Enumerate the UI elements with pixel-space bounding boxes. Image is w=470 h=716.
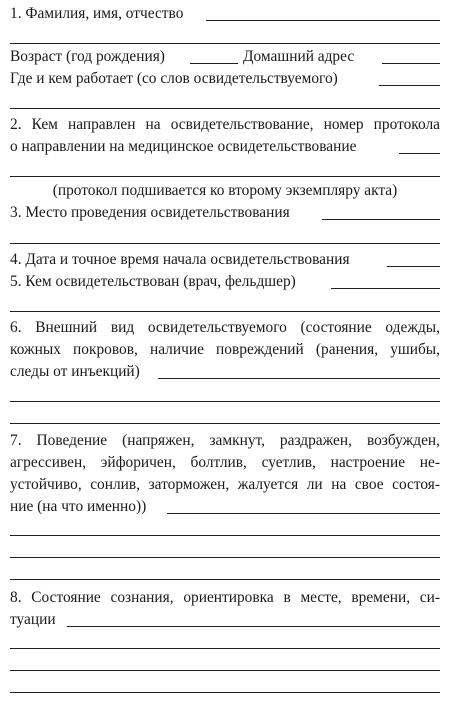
blank-work[interactable] [379,85,440,86]
label-appearance-3: следы от инъекций) [10,363,140,380]
blank-datetime[interactable] [387,266,440,267]
blank-full-name-cont[interactable] [10,43,440,44]
label-work: Где и кем работает (со слов освидетельствуемого) [10,70,338,87]
label-full-name: 1. Фамилия, имя, отчество [10,5,184,22]
blank-age[interactable] [190,63,238,64]
field-consciousness-line1 [10,588,440,608]
field-behavior-line4 [10,497,440,517]
blank-behavior-4[interactable] [10,579,440,580]
blank-place-cont[interactable] [10,243,440,244]
protocol-form [10,0,460,716]
field-work [10,69,440,89]
label-appearance-2: кожных покровов, наличие повреждений (ранения, ушибы, [10,341,440,358]
blank-referral-cont[interactable] [10,176,440,177]
field-referral-line1 [10,115,440,135]
field-appearance-line3 [10,362,440,382]
label-consciousness: 8. Состояние сознания, ориентировка в месте, времени, си- [10,589,440,606]
blank-appearance-2[interactable] [10,401,440,402]
label-behavior: 7. Поведение (напряжен, замкнут, раздражен, возбужден, [10,432,440,449]
label-examiner: 5. Кем освидетельствован (врач, фельдшер) [10,273,296,290]
blank-referral[interactable] [399,153,440,154]
blank-address[interactable] [382,63,440,64]
field-age-address [10,47,440,67]
blank-consciousness-3[interactable] [10,670,440,671]
label-behavior-3: устойчиво, сонлив, заторможен, жалуется ли на свое состоя- [10,476,440,493]
field-examiner [10,272,440,292]
blank-appearance[interactable] [158,378,440,379]
label-place: 3. Место проведения освидетельствования [10,204,290,221]
blank-examiner[interactable] [331,288,440,289]
label-appearance: 6. Внешний вид освидетельствуемого (состояние одежды, [10,319,440,336]
label-datetime: 4. Дата и точное время начала освидетельствования [10,251,350,268]
blank-consciousness-2[interactable] [10,648,440,649]
field-datetime [10,250,440,270]
field-appearance-line1 [10,318,440,338]
field-behavior-line1 [10,431,440,451]
label-age: Возраст (год рождения) [10,48,165,65]
field-place [10,203,440,223]
label-behavior-2: агрессивен, эйфоричен, болтлив, суетлив, настроение не- [10,454,440,471]
field-full-name [10,4,440,24]
blank-appearance-3[interactable] [10,423,440,424]
label-behavior-4: ние (на что именно)) [10,498,147,515]
label-referral: 2. Кем направлен на освидетельствование, номер протокола [10,116,440,133]
field-address [243,47,354,67]
blank-work-cont[interactable] [10,108,440,109]
label-protocol-note: (протокол подшивается ко второму экземпляру акта) [52,182,398,199]
label-consciousness-2: туации [10,611,56,628]
blank-consciousness-4[interactable] [10,692,440,693]
field-consciousness-line2 [10,610,440,630]
label-referral-cont: о направлении на медицинское освидетельствование [10,138,357,155]
blank-place[interactable] [322,219,440,220]
note-protocol [10,181,440,201]
field-referral-line2 [10,137,440,157]
field-behavior-line3 [10,475,440,495]
blank-examiner-cont[interactable] [10,311,440,312]
field-behavior-line2 [10,453,440,473]
blank-behavior-3[interactable] [10,557,440,558]
field-appearance-line2 [10,340,440,360]
blank-consciousness[interactable] [67,626,440,627]
blank-behavior[interactable] [167,513,440,514]
blank-full-name[interactable] [206,20,440,21]
label-address: Домашний адрес [243,48,355,65]
blank-behavior-2[interactable] [10,535,440,536]
